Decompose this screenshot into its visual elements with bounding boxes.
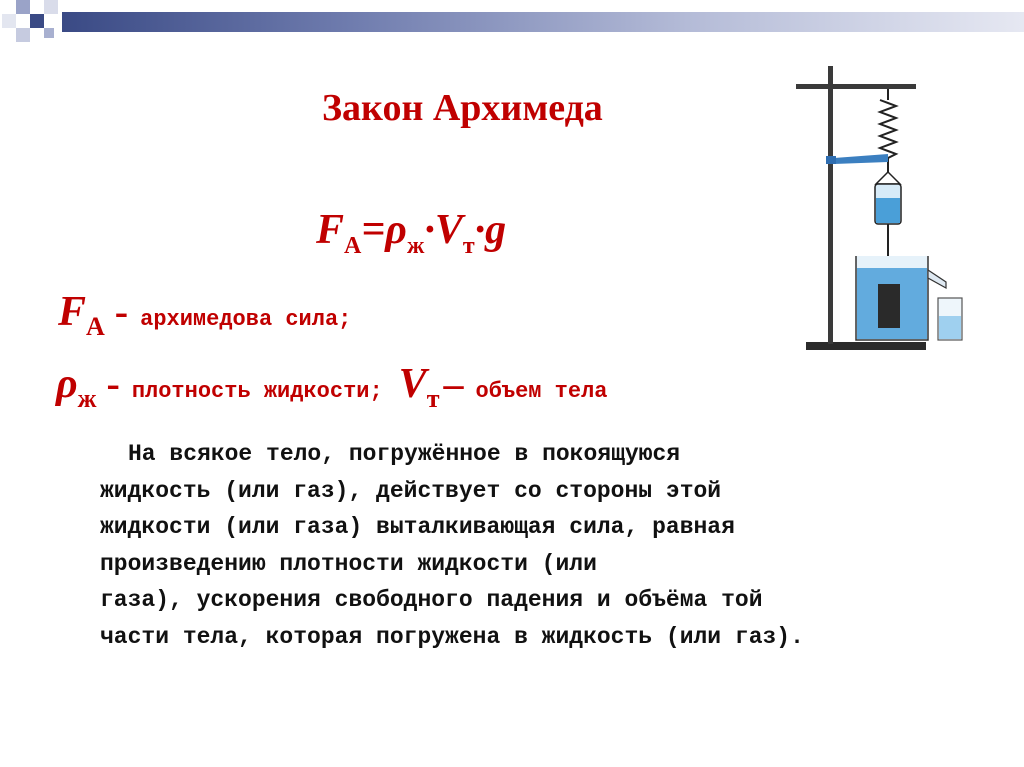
law-line: На всякое тело, погружённое в покоящуюся: [128, 441, 681, 467]
archimedes-apparatus-illustration: [788, 60, 988, 360]
law-statement: [100, 436, 900, 655]
header-band: [62, 12, 1024, 32]
formula-f: F: [316, 207, 345, 253]
law-line: газа), ускорения свободного падения и объёма той: [100, 587, 763, 613]
definition-text: объем тела: [475, 379, 608, 404]
beaker-water: [939, 316, 961, 339]
symbol-rho-sub: ж: [77, 384, 97, 413]
clamp: [826, 156, 836, 164]
law-line: жидкость (или газ), действует со стороны этой: [100, 477, 722, 504]
definition-symbol: [398, 361, 440, 413]
law-line: жидкости (или газа) выталкивающая сила, равная: [100, 514, 735, 540]
symbol-f-sub: A: [86, 312, 105, 341]
formula-rho-sub: ж: [406, 233, 425, 259]
stand-rod: [828, 66, 833, 344]
formula-eq: =: [361, 207, 386, 253]
definition-dash: -: [114, 289, 129, 334]
definition-symbol: [58, 289, 105, 341]
definition-text: плотность жидкости;: [131, 379, 383, 404]
definition-symbol: [56, 361, 97, 413]
submerged-cylinder: [878, 284, 900, 328]
definition-text: архимедова сила;: [140, 307, 352, 332]
law-line: произведению плотности жидкости (или: [100, 550, 597, 577]
formula-f-sub: A: [344, 233, 362, 259]
symbol-rho: ρ: [56, 361, 78, 407]
spout: [928, 270, 946, 288]
definition-density-volume: [56, 360, 608, 414]
stand-base: [806, 342, 926, 350]
formula-g: g: [485, 207, 507, 253]
formula-dot-1: ·: [424, 207, 435, 253]
archimedes-formula: [316, 206, 506, 260]
formula-v-sub: т: [462, 233, 475, 259]
pointer: [834, 154, 888, 164]
stand-arm: [796, 84, 916, 89]
definition-dash: –: [443, 361, 464, 406]
law-line: части тела, которая погружена в жидкость (или газ).: [100, 623, 804, 650]
slide-title: Закон Архимеда: [322, 87, 603, 129]
definition-force: [58, 288, 351, 342]
definition-dash: -: [106, 361, 120, 406]
formula-rho: ρ: [385, 207, 407, 253]
formula-v: V: [434, 207, 463, 253]
bucket-water: [876, 198, 900, 223]
formula-dot-2: ·: [474, 207, 486, 253]
symbol-v-sub: т: [426, 384, 440, 413]
symbol-f: F: [58, 289, 87, 335]
symbol-v: V: [398, 361, 427, 407]
